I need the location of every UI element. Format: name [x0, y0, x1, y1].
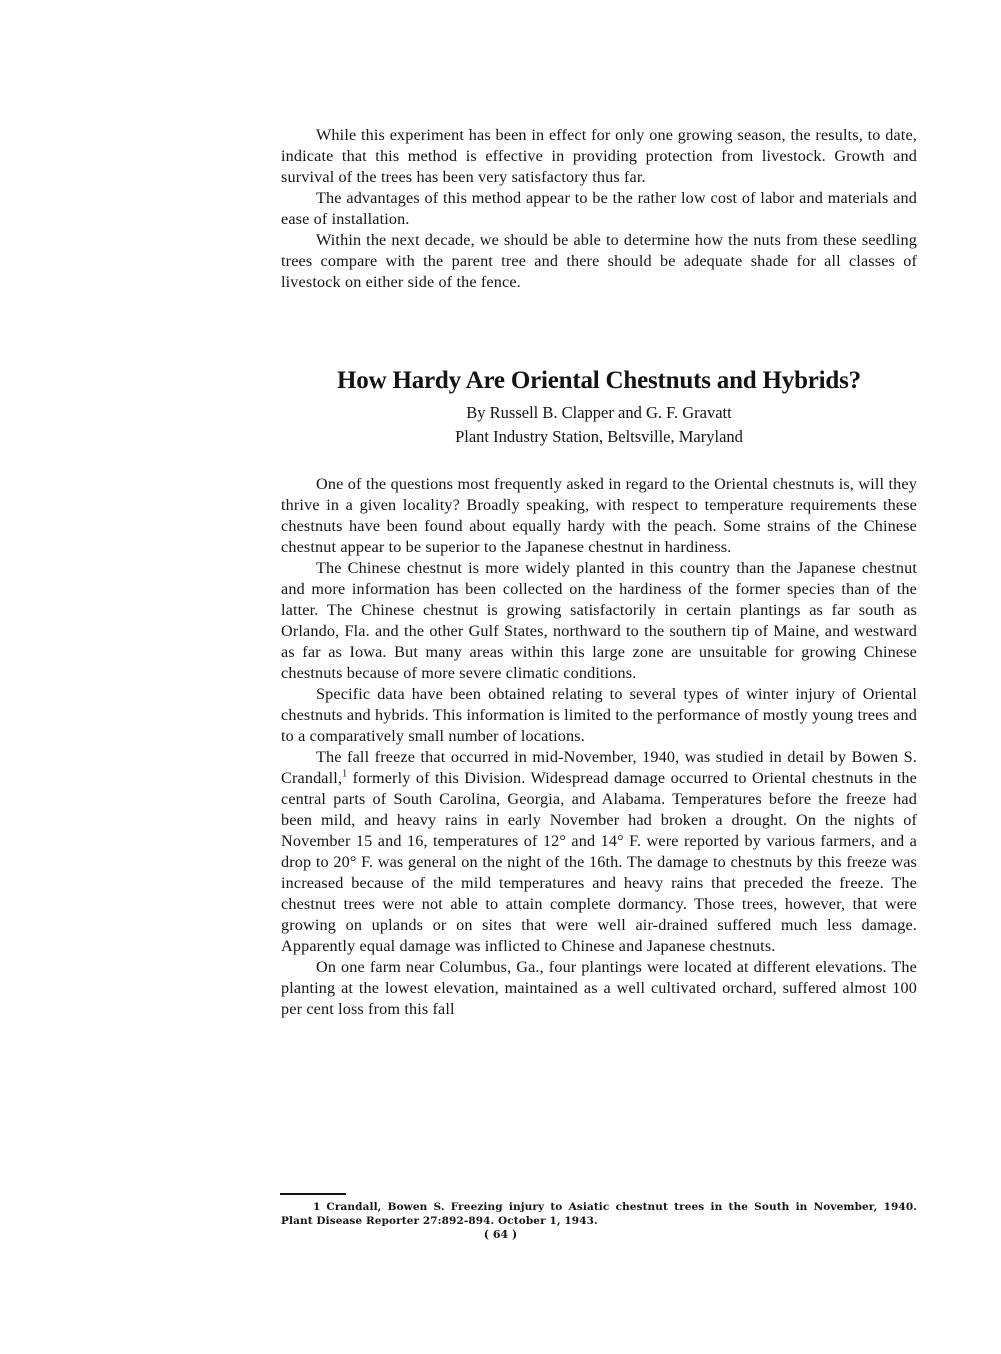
article-byline: By Russell B. Clapper and G. F. Gravatt [466, 403, 732, 422]
paragraph: The advantages of this method appear to be the rather low cost of labor and materials and ease of installation. [281, 189, 917, 228]
footnote-text: Crandall, Bowen S. Freezing injury to Asiatic chestnut trees in the South in November, 1940. Plant Disease Reporter 27:892-894. October 1, 1943. [281, 1201, 917, 1227]
section-spacer [281, 293, 917, 365]
paragraph-with-footnote [281, 747, 917, 957]
footnote-reference[interactable]: 1 [342, 768, 348, 780]
footnote-divider [280, 1193, 346, 1195]
article [281, 365, 917, 1020]
previous-article-ending [281, 125, 917, 293]
paragraph: Within the next decade, we should be able to determine how the nuts from these seedling trees compare with the parent tree and there should be adequate shade for all classes of livestock on either side of the fence. [281, 231, 917, 291]
footnote [281, 1200, 917, 1228]
paragraph-text: formerly of this Division. Widespread damage occurred to Oriental chestnuts in the central parts of South Carolina, Georgia, and Alabama. Temperatures before the freeze had been mild, and heavy rains in early November had broken a drought. On the nights of November 15 and 16, temperatures of 12° and 14° F. were reported by various farmers, and a drop to 20° F. was general on the night of the 16th. The damage to chestnuts by this freeze was increased because of the mild temperatures and heavy rains that preceded the freeze. The chestnut trees were not able to attain complete dormancy. Those trees, however, that were growing on uplands or on sites that were well air-drained suffered much less damage. Apparently equal damage was inflicted to Chinese and Japanese chestnuts. [281, 769, 917, 955]
page-number: ( 64 ) [483, 1228, 518, 1241]
article-affiliation: Plant Industry Station, Beltsville, Maryland [455, 427, 743, 446]
paragraph: The Chinese chestnut is more widely planted in this country than the Japanese chestnut and more information has been collected on the hardiness of the former species than of the latter. The Chinese chestnut is growing satisfactorily in certain plantings as far south as Orlando, Fla. and the other Gulf States, northward to the southern tip of Maine, and westward as far as Iowa. But many areas within this large zone are unsuitable for growing Chinese chestnuts because of more severe climatic conditions. [281, 559, 917, 682]
article-title: How Hardy Are Oriental Chestnuts and Hybrids? [337, 367, 861, 394]
footnote-number: 1 [313, 1201, 321, 1213]
paragraph-text: The fall freeze that occurred in mid-November, 1940, was studied in detail by Bowen S. Crandall, [281, 748, 917, 787]
paragraph: On one farm near Columbus, Ga., four plantings were located at different elevations. The planting at the lowest elevation, maintained as a well cultivated orchard, suffered almost 100 per cent loss from this fall [281, 958, 917, 1018]
paragraph: One of the questions most frequently asked in regard to the Oriental chestnuts is, will they thrive in a given locality? Broadly speaking, with respect to temperature requirements these chestnuts have been found about equally hardy with the peach. Some strains of the Chinese chestnut appear to be superior to the Japanese chestnut in hardiness. [281, 475, 917, 556]
paragraph: Specific data have been obtained relating to several types of winter injury of Oriental chestnuts and hybrids. This information is limited to the performance of mostly young trees and to a comparatively small number of locations. [281, 685, 917, 745]
page-body [281, 125, 917, 1020]
paragraph: While this experiment has been in effect for only one growing season, the results, to date, indicate that this method is effective in providing protection from livestock. Growth and survival of the trees has been very satisfactory thus far. [281, 126, 917, 186]
